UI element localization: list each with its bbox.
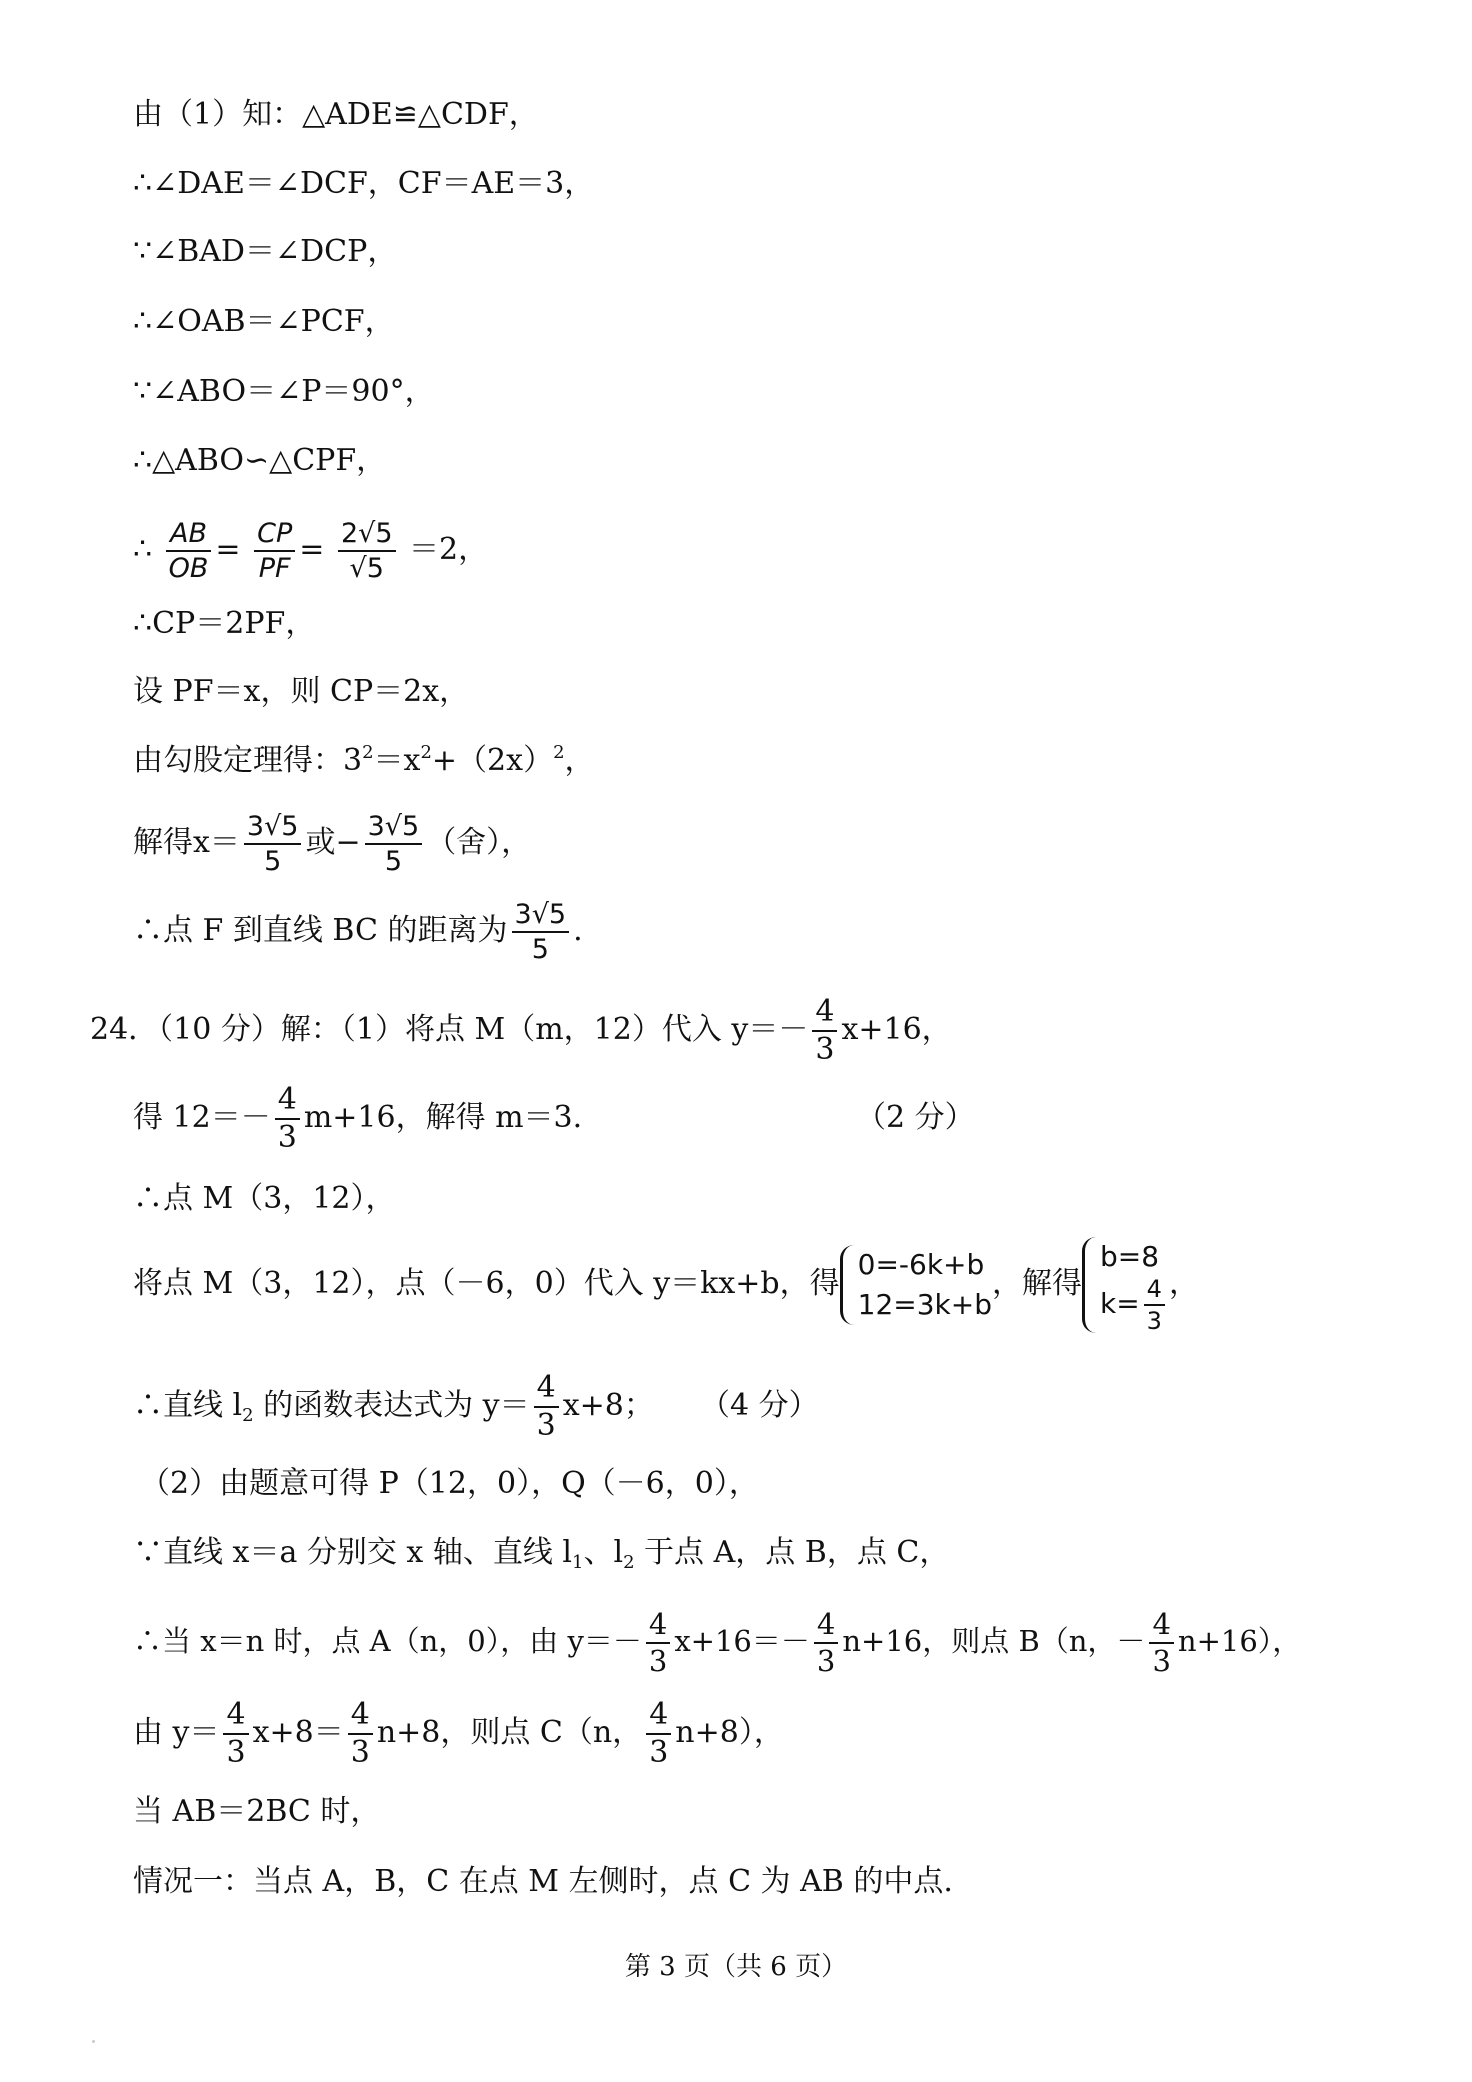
fraction: $\frac{2√5}{√5}$ xyxy=(338,520,396,582)
fraction: $\frac{3√5}{5}$ xyxy=(512,901,570,963)
step-line: 设 PF＝x，则 CP＝2x， xyxy=(133,674,470,709)
step-line: ∴点 M（3，12）， xyxy=(133,1181,396,1216)
fraction: $\frac{4}{3}$ xyxy=(1144,1277,1165,1333)
step-line: ∴CP＝2PF， xyxy=(133,606,316,641)
brace xyxy=(840,1245,857,1325)
step-line: ∴△ABO∽△CPF， xyxy=(133,443,387,478)
brace xyxy=(1082,1237,1099,1333)
page-footer: 第 3 页（共 6 页） xyxy=(624,1952,848,1982)
fraction: $\frac{4}{3}$ xyxy=(814,1610,838,1676)
step-line: 当 AB＝2BC 时， xyxy=(133,1794,381,1829)
question-24-header: 24．（10 分）解：（1）将点 M（m，12）代入 y＝－ $\frac{4}{3}$ x+16， xyxy=(90,994,952,1067)
ratio-equation: ∴ $\frac{AB}{OB}$ = $\frac{CP}{PF}$ = $\frac{2√5}{√5}$ ＝2， xyxy=(133,518,489,584)
fraction: $\frac{AB}{OB}$ xyxy=(166,520,212,582)
point-b-line: ∴当 x＝n 时，点 A（n，0），由 y＝－ $\frac{4}{3}$ x+16＝－ $\frac{4}{3}$ n+16，则点 B（n，－ $\frac{4}{3}$ n+16）， xyxy=(133,1607,1302,1678)
step-line: ∵∠BAD＝∠DCP， xyxy=(133,234,398,269)
fraction: $\frac{4}{3}$ xyxy=(534,1373,559,1441)
step-line: ∴∠OAB＝∠PCF， xyxy=(133,304,395,339)
step-line: 情况一：当点 A，B，C 在点 M 左侧时，点 C 为 AB 的中点. xyxy=(133,1864,953,1899)
fraction: $\frac{4}{3}$ xyxy=(223,1700,248,1768)
fraction: $\frac{4}{3}$ xyxy=(812,997,837,1065)
fraction: $\frac{4}{3}$ xyxy=(275,1085,300,1153)
fraction: $\frac{CP}{PF}$ xyxy=(254,520,295,582)
equation-system: 0=-6k+b 12=3k+b xyxy=(840,1245,992,1325)
step-line: 由（1）知：△ADE≌△CDF， xyxy=(133,97,539,132)
fraction: $\frac{4}{3}$ xyxy=(646,1610,670,1676)
step-line: ∵直线 x＝a 分别交 x 轴、直线 $l_1$、$l_2$ 于点 A，点 B，点 C， xyxy=(133,1535,950,1573)
fraction: $\frac{4}{3}$ xyxy=(1149,1610,1173,1676)
therefore-symbol: ∴ xyxy=(133,532,153,567)
pythagoras-line: 由勾股定理得：$3^2=x^2+(2x)^2$， xyxy=(133,742,595,778)
step-line: 得 12＝－ $\frac{4}{3}$ m+16，解得 m＝3. xyxy=(133,1082,583,1155)
fraction: $\frac{3√5}{5}$ xyxy=(244,813,302,875)
equation-system: b=8 k= $\frac{4}{3}$ xyxy=(1082,1237,1169,1333)
function-expression-line: ∴直线 $l_2$ 的函数表达式为 y＝ $\frac{4}{3}$ x+8； xyxy=(133,1370,654,1443)
step-line: ∵∠ABO＝∠P＝90°， xyxy=(133,374,435,409)
fraction: $\frac{4}{3}$ xyxy=(646,1700,671,1768)
step-line: ∴∠DAE＝∠DCF，CF＝AE＝3， xyxy=(133,166,595,201)
system-equation-line: 将点 M（3，12），点（－6，0）代入 y＝kx+b，得 0=-6k+b 12=3k+b ，解得 b=8 k= $\frac{4}{3}$ ， xyxy=(133,1236,1199,1333)
score-label: （2 分） xyxy=(856,1100,975,1135)
point-c-line: 由 y＝ $\frac{4}{3}$ x+8＝ $\frac{4}{3}$ n+8，则点 C（n， $\frac{4}{3}$ n+8）， xyxy=(133,1697,784,1770)
scan-speck xyxy=(92,2040,95,2043)
solution-line: 解得x＝ $\frac{3√5}{5}$ 或− $\frac{3√5}{5}$ （舍）， xyxy=(133,811,532,877)
fraction: $\frac{4}{3}$ xyxy=(348,1700,373,1768)
fraction: $\frac{3√5}{5}$ xyxy=(365,813,423,875)
score-label: （4 分） xyxy=(700,1388,819,1423)
conclusion-line: ∴点 F 到直线 BC 的距离为 $\frac{3√5}{5}$ . xyxy=(133,899,583,965)
step-line: （2）由题意可得 P（12，0），Q（－6，0）， xyxy=(140,1466,759,1501)
